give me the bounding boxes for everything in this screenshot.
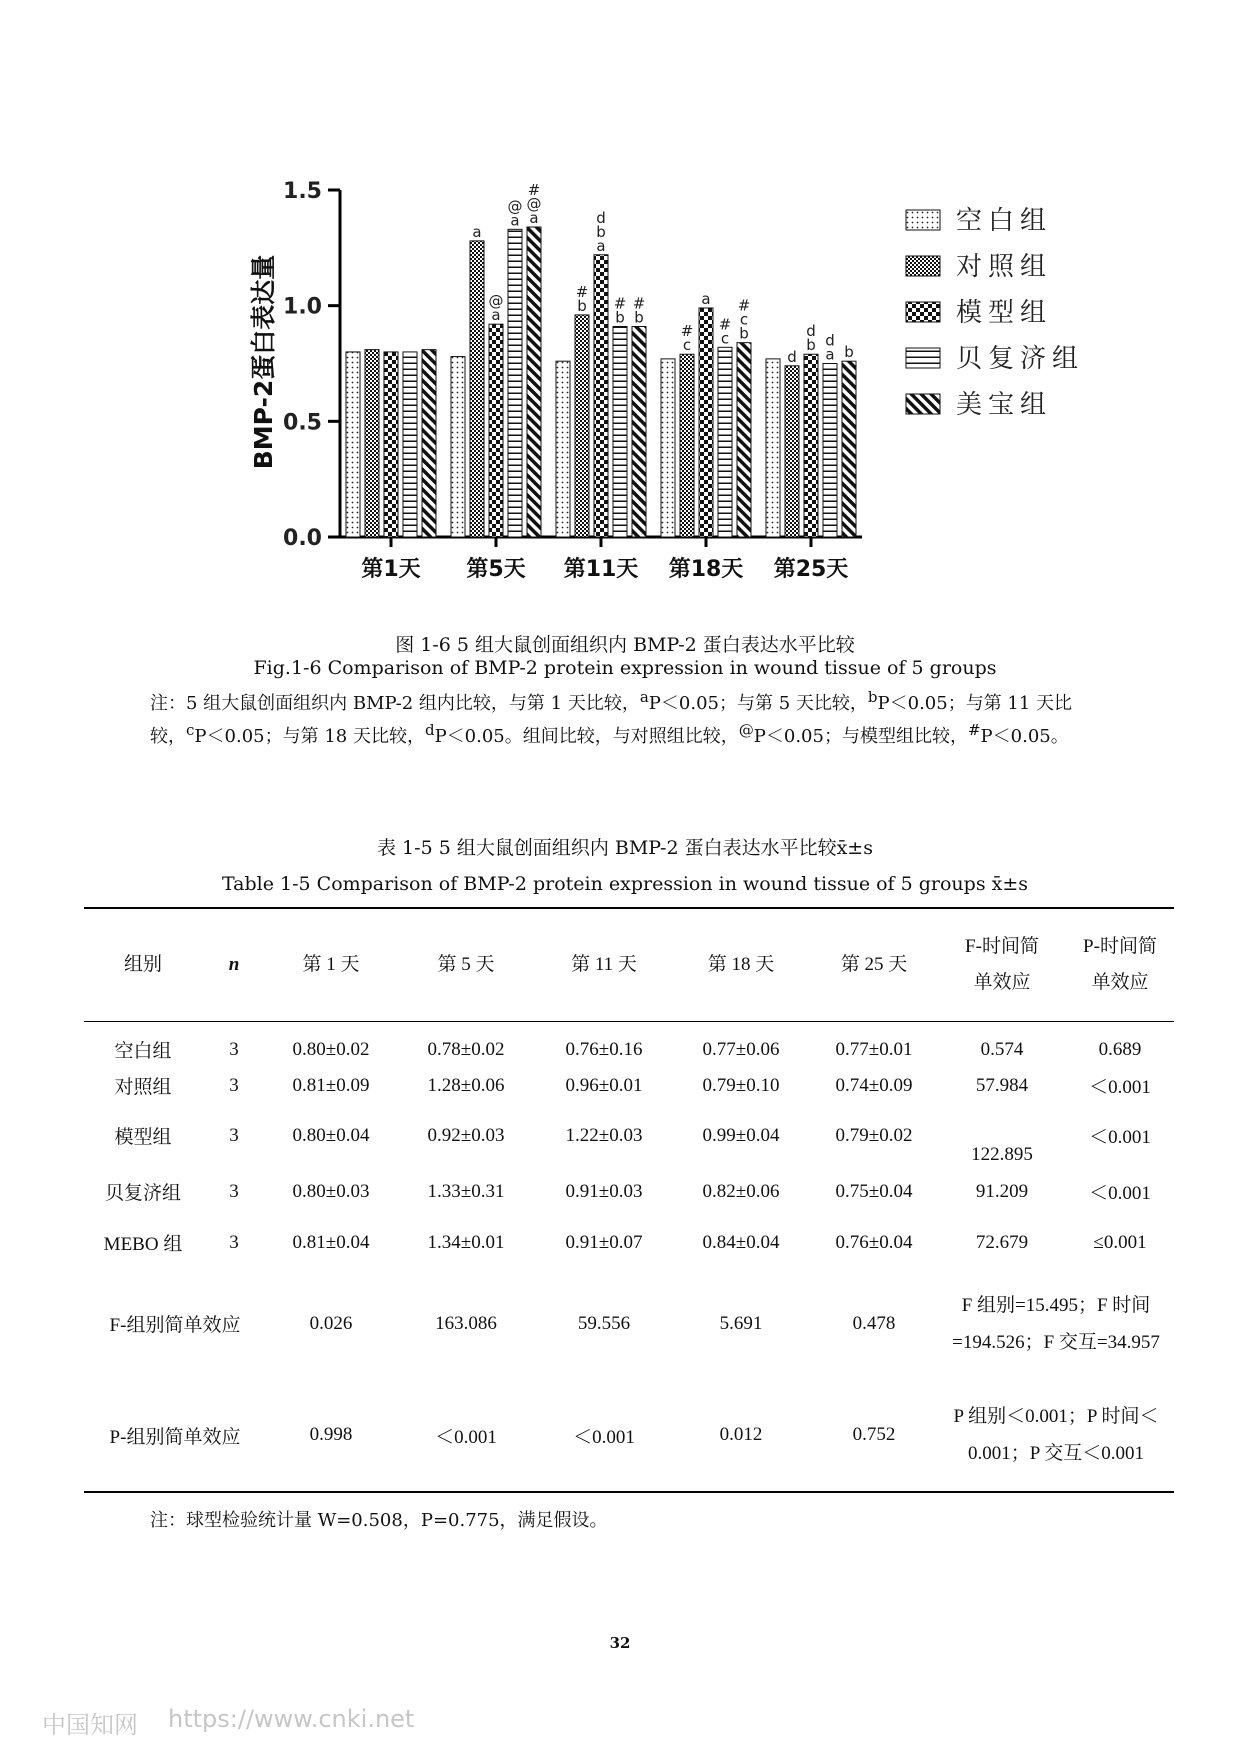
figure-caption-en: Fig.1-6 Comparison of BMP-2 protein expression in wound tissue of 5 groups: [253, 657, 997, 679]
cell: 0.752: [810, 1380, 938, 1492]
x-tick-label: 第18天: [668, 557, 744, 582]
legend-label: 美宝组: [956, 390, 1053, 420]
bar-annotation: @: [488, 292, 504, 311]
bar-annotation: a: [825, 345, 835, 364]
cell: ＜0.001: [396, 1380, 536, 1492]
y-tick-label: 1.0: [283, 294, 322, 320]
x-tick-label: 第25天: [773, 557, 849, 582]
cell: 0.80±0.02: [292, 1038, 370, 1060]
cell: 0.92±0.03: [427, 1124, 505, 1146]
cell: 模型组: [114, 1127, 172, 1148]
cell: 0.026: [309, 1312, 353, 1334]
bar-4-cat-2: [508, 229, 522, 537]
bar-4-cat-5: [823, 364, 837, 538]
cell: 163.086: [435, 1312, 497, 1334]
cell: 3: [229, 1038, 239, 1060]
x-tick-label: 第5天: [466, 557, 526, 582]
bar-3-cat-4: [699, 308, 713, 537]
bar-3-cat-3: [594, 255, 608, 537]
cell: 3: [229, 1074, 239, 1096]
bar-2-cat-2: [470, 241, 484, 537]
header-day11: 第 11 天: [536, 908, 672, 1022]
cell: 0.99±0.04: [702, 1124, 780, 1146]
cell: 122.895: [971, 1143, 1033, 1165]
cell: 0.78±0.02: [427, 1038, 505, 1060]
bar-3-cat-2: [489, 324, 503, 537]
table-row-p-group: [84, 1380, 1174, 1492]
cell: ＜0.001: [536, 1380, 672, 1492]
bar-annotation: b: [634, 308, 644, 327]
cell: P 组别＜0.001；P 时间＜0.001；P 交互＜0.001: [938, 1380, 1174, 1492]
cell: F-组别简单效应: [109, 1315, 241, 1336]
cell: ＜0.001: [1089, 1077, 1151, 1098]
cell: 59.556: [577, 1312, 631, 1334]
cell: 0.689: [1098, 1038, 1142, 1060]
bar-4-cat-1: [403, 352, 417, 537]
cell: 72.679: [975, 1231, 1029, 1253]
cell: MEBO 组: [103, 1234, 183, 1255]
legend-swatch: [906, 348, 940, 368]
bar-annotation: b: [615, 308, 625, 327]
data-table: [84, 907, 1174, 1493]
bar-annotation: @: [526, 195, 542, 214]
cell: ＜0.001: [1089, 1127, 1151, 1148]
cell: 0.96±0.01: [565, 1074, 643, 1096]
cell: 1.34±0.01: [427, 1231, 505, 1253]
bar-annotation: d: [596, 208, 606, 227]
bar-annotation: #: [632, 294, 646, 313]
legend-label: 对照组: [956, 252, 1053, 282]
cell: 0.76±0.04: [835, 1231, 913, 1253]
cell: 0.574: [980, 1038, 1024, 1060]
table-title-cn: 表 1-5 5 组大鼠创面组织内 BMP-2 蛋白表达水平比较x̄±s: [377, 837, 873, 859]
bar-5-cat-3: [632, 326, 646, 537]
bar-1-cat-2: [451, 357, 465, 537]
cell: 0.91±0.07: [565, 1231, 643, 1253]
table-row: [84, 1022, 1174, 1066]
legend-label: 空白组: [956, 206, 1053, 236]
cell: 贝复济组: [104, 1183, 181, 1204]
header-p-time: P-时间简单效应: [1066, 908, 1174, 1022]
bar-annotation: b: [577, 296, 587, 315]
watermark-logo: 中国知网: [42, 1711, 138, 1739]
cell: 1.33±0.31: [427, 1180, 505, 1202]
table-header-row: [84, 908, 1174, 1022]
cell: 0.81±0.09: [292, 1074, 370, 1096]
bar-annotation: #: [613, 294, 627, 313]
header-day25: 第 25 天: [810, 908, 938, 1022]
header-day1: 第 1 天: [266, 908, 396, 1022]
cell: 0.79±0.02: [835, 1124, 913, 1146]
table-title-en: Table 1-5 Comparison of BMP-2 protein expression in wound tissue of 5 groups x̄±s: [221, 873, 1029, 895]
legend-swatch: [906, 394, 940, 414]
cell: 0.82±0.06: [702, 1180, 780, 1202]
cell: 对照组: [114, 1077, 172, 1098]
figure-note: 注：5 组大鼠创面组织内 BMP-2 组内比较，与第 1 天比较，$^a$P＜0.05；与第 5 天比较，$^b$P＜0.05；与第 11 天比较，$^c$P＜0.05；与第 18 天比较，$^d$P＜0.05。组间比较，与对照组比较，@P＜0.05；与模型组比较，#P＜0.05。: [150, 688, 1073, 747]
header-day5: 第 5 天: [396, 908, 536, 1022]
legend-swatch: [906, 256, 940, 276]
bar-1-cat-1: [346, 352, 360, 537]
cell: 0.478: [852, 1312, 896, 1334]
bar-2-cat-1: [365, 350, 379, 537]
bar-5-cat-4: [737, 343, 751, 537]
bar-3-cat-5: [804, 354, 818, 537]
legend-swatch: [906, 210, 940, 230]
bar-4-cat-3: [613, 326, 627, 537]
y-tick-label: 0.5: [283, 410, 322, 436]
cell: 0.91±0.03: [565, 1180, 643, 1202]
bar-annotation: @: [507, 197, 523, 216]
table-row: [84, 1166, 1174, 1218]
bar-annotation: #: [737, 296, 751, 315]
bar-annotation: a: [529, 209, 539, 228]
table-row: [84, 1106, 1174, 1166]
page-number: 32: [609, 1634, 631, 1652]
bar-annotation: d: [825, 331, 835, 350]
bar-1-cat-3: [556, 361, 570, 537]
cell: 0.012: [672, 1380, 810, 1492]
header-group: 组别: [84, 908, 202, 1022]
bar-annotation: #: [527, 181, 541, 200]
cell: 1.28±0.06: [427, 1074, 505, 1096]
bar-5-cat-2: [527, 227, 541, 537]
cell: 91.209: [975, 1180, 1029, 1202]
cell: 0.80±0.03: [292, 1180, 370, 1202]
bar-annotation: b: [739, 324, 749, 343]
bar-annotation: b: [596, 222, 606, 241]
legend-label: 贝复济组: [956, 344, 1085, 374]
bar-3-cat-1: [384, 352, 398, 537]
bar-annotation: #: [718, 315, 732, 334]
bar-annotation: b: [806, 336, 816, 355]
table-row: [84, 1066, 1174, 1106]
bar-annotation: a: [701, 289, 711, 308]
y-tick-label: 0.0: [283, 526, 322, 551]
cell: 3: [229, 1180, 239, 1202]
legend-label: 模型组: [956, 298, 1053, 328]
cell: P-组别简单效应: [84, 1380, 266, 1492]
cell: 3: [229, 1231, 239, 1253]
legend-swatch: [906, 302, 940, 322]
bar-annotation: #: [680, 322, 694, 341]
cell: 0.74±0.09: [835, 1074, 913, 1096]
cell: 1.22±0.03: [565, 1124, 643, 1146]
bar-annotation: a: [596, 236, 606, 255]
bar-annotation: c: [739, 310, 749, 329]
bar-2-cat-4: [680, 354, 694, 537]
table-note: 注：球型检验统计量 W=0.508，P=0.775，满足假设。: [150, 1510, 608, 1531]
bar-annotation: b: [844, 343, 854, 362]
cell: 空白组: [114, 1041, 172, 1063]
cell: 0.76±0.16: [565, 1038, 643, 1060]
cell: 0.79±0.10: [702, 1074, 780, 1096]
cell: 0.77±0.06: [702, 1038, 780, 1060]
bar-chart: [0, 0, 1240, 600]
bar-5-cat-1: [422, 350, 436, 537]
bar-annotation: #: [575, 282, 589, 301]
bar-annotation: d: [806, 322, 816, 341]
bar-5-cat-5: [842, 361, 856, 537]
header-f-time: F-时间简单效应: [938, 908, 1066, 1022]
cell: 0.81±0.04: [292, 1231, 370, 1253]
bar-2-cat-5: [785, 366, 799, 537]
table-row-f-group: [84, 1268, 1174, 1380]
bar-annotation: a: [491, 306, 501, 325]
header-n: n: [202, 908, 266, 1022]
header-day18: 第 18 天: [672, 908, 810, 1022]
bar-annotation: d: [787, 347, 797, 366]
figure-caption-cn: 图 1-6 5 组大鼠创面组织内 BMP-2 蛋白表达水平比较: [395, 634, 855, 656]
cell: F 组别=15.495；F 时间=194.526；F 交互=34.957: [952, 1294, 1160, 1353]
cell: 0.84±0.04: [702, 1231, 780, 1253]
bar-annotation: c: [720, 329, 730, 348]
bar-annotation: a: [472, 222, 482, 241]
y-axis-label: BMP-2蛋白表达量: [249, 254, 278, 470]
cell: ＜0.001: [1089, 1183, 1151, 1204]
cell: 0.77±0.01: [835, 1038, 913, 1060]
table-row: [84, 1218, 1174, 1268]
cell: 5.691: [719, 1312, 763, 1334]
bar-2-cat-3: [575, 315, 589, 537]
cell: 57.984: [975, 1074, 1029, 1096]
x-tick-label: 第11天: [563, 557, 639, 582]
bar-1-cat-5: [766, 359, 780, 537]
x-tick-label: 第1天: [361, 557, 421, 582]
watermark-url: https://www.cnki.net: [168, 1705, 415, 1733]
y-tick-label: 1.5: [283, 179, 322, 204]
bar-4-cat-4: [718, 347, 732, 537]
cell: ≤0.001: [1093, 1231, 1147, 1253]
cell: 0.998: [266, 1380, 396, 1492]
bar-annotation: a: [510, 211, 520, 230]
bar-annotation: c: [682, 336, 692, 355]
cell: 3: [229, 1124, 239, 1146]
cell: 0.75±0.04: [835, 1180, 913, 1202]
cell: 0.80±0.04: [292, 1124, 370, 1146]
bar-1-cat-4: [661, 359, 675, 537]
